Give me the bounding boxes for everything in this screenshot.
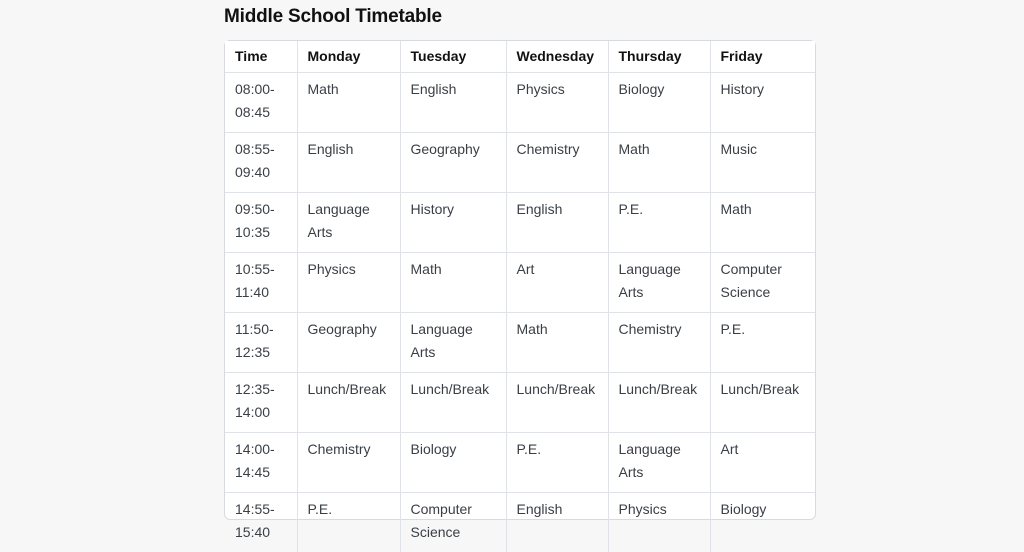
table-cell: Chemistry [297,433,400,493]
table-cell: Biology [400,433,506,493]
table-cell: Language Arts [608,253,710,313]
time-cell: 10:55-11:40 [225,253,297,313]
table-cell: Biology [608,73,710,133]
table-cell: P.E. [608,193,710,253]
timetable [225,41,815,552]
table-cell: History [400,193,506,253]
column-header-tuesday: Tuesday [400,41,506,73]
table-cell: Math [506,313,608,373]
table-cell: Physics [506,73,608,133]
table-cell: Language Arts [608,433,710,493]
table-cell: Art [710,433,815,493]
table-cell: Chemistry [608,313,710,373]
table-cell: Language Arts [297,193,400,253]
table-cell: Lunch/Break [710,373,815,433]
table-cell: Chemistry [506,133,608,193]
table-cell: Math [400,253,506,313]
table-cell: Geography [400,133,506,193]
time-cell: 09:50-10:35 [225,193,297,253]
table-cell: Biology [710,493,815,552]
column-header-monday: Monday [297,41,400,73]
table-cell: Art [506,253,608,313]
table-cell: Lunch/Break [297,373,400,433]
table-cell: English [297,133,400,193]
page-title: Middle School Timetable [224,6,442,28]
time-cell: 12:35-14:00 [225,373,297,433]
header-row [225,41,815,73]
table-row [225,493,815,552]
table-cell: Lunch/Break [506,373,608,433]
column-header-wednesday: Wednesday [506,41,608,73]
table-row [225,193,815,253]
table-cell: Language Arts [400,313,506,373]
table-cell: P.E. [710,313,815,373]
table-row [225,373,815,433]
table-row [225,433,815,493]
table-row [225,253,815,313]
table-cell: Lunch/Break [608,373,710,433]
column-header-thursday: Thursday [608,41,710,73]
table-cell: P.E. [506,433,608,493]
table-cell: Geography [297,313,400,373]
table-row [225,313,815,373]
time-cell: 14:00-14:45 [225,433,297,493]
table-cell: Lunch/Break [400,373,506,433]
table-cell: English [506,493,608,552]
column-header-friday: Friday [710,41,815,73]
table-cell: History [710,73,815,133]
timetable-container [224,40,816,520]
table-cell: Computer Science [400,493,506,552]
time-cell: 11:50-12:35 [225,313,297,373]
table-cell: Physics [608,493,710,552]
table-cell: Math [710,193,815,253]
column-header-time: Time [225,41,297,73]
table-cell: Physics [297,253,400,313]
table-row [225,73,815,133]
table-row [225,133,815,193]
time-cell: 14:55-15:40 [225,493,297,552]
time-cell: 08:00-08:45 [225,73,297,133]
table-cell: English [400,73,506,133]
time-cell: 08:55-09:40 [225,133,297,193]
table-cell: English [506,193,608,253]
table-cell: Computer Science [710,253,815,313]
table-cell: P.E. [297,493,400,552]
table-cell: Math [608,133,710,193]
table-cell: Music [710,133,815,193]
table-cell: Math [297,73,400,133]
